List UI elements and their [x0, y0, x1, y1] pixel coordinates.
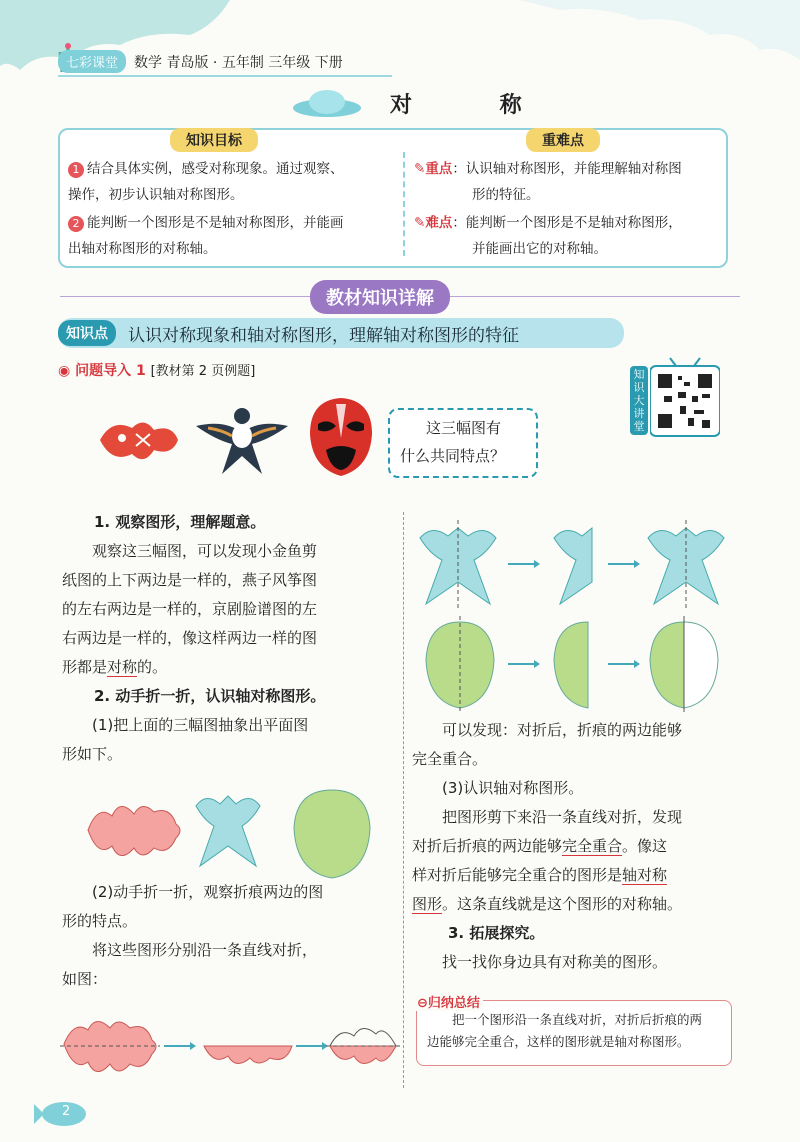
eye-icon: ◉: [58, 363, 71, 379]
goldfish-papercut-image: [92, 410, 184, 472]
r3-line-3: 样对折后能够完全重合的图形是轴对称: [412, 866, 668, 884]
step-2-heading: 2. 动手折一折，认识轴对称图形。: [94, 687, 326, 705]
header-tags: [58, 50, 343, 73]
summary-box: 把一个图形沿一条直线对折，对折后折痕的两 边能够完全重合，这样的图形就是轴对称图形。: [416, 1000, 732, 1066]
tab-key-difficult: 重难点: [526, 128, 600, 152]
question-bubble: 这三幅图有 什么共同特点？: [388, 408, 538, 478]
difficult-point-item: ✎难点：能判断一个图形是不是轴对称图形， 并能画出它的对称轴。: [414, 215, 682, 257]
page-title: 对 称: [390, 92, 562, 118]
knowledge-point-tag: 知识点: [58, 320, 116, 346]
page-number: 2: [62, 1104, 71, 1119]
goldfish-shape: [88, 806, 180, 855]
qr-code[interactable]: [630, 352, 720, 440]
goal-item-2: 2 能判断一个图形是不是轴对称图形，并能画 出轴对称图形的对称轴。: [68, 215, 344, 257]
intro-heading: ◉ 问题导入 1 [教材第 2 页例题]: [58, 363, 256, 379]
abstract-shapes: [84, 784, 384, 880]
summary-icon: ⊖: [417, 996, 428, 1011]
right-column: 可以发现：对折后，折痕的两边能够 完全重合。 (3)认识轴对称图形。 把图形剪下来沿一条直线对折，发现 对折后折痕的两边能够完全重合。像这 样对折后能够完全重合的图形是轴对称 图形。这条直线就是这个图形的对称轴。 3. 拓展探究。 找一找你身边具有对称美的图形。: [412, 716, 742, 977]
r3-line-4: 图形。这条直线就是这个图形的对称轴。: [412, 895, 683, 913]
qr-label: 知识大讲堂: [630, 366, 648, 435]
section-banner: 教材知识详解: [310, 280, 450, 314]
pen-icon: ✎: [414, 161, 426, 177]
brand-badge: 七彩课堂: [58, 50, 126, 73]
left-column-2: (2)动手折一折，观察折痕两边的图 形的特点。 将这些图形分别沿一条直线对折， 如图：: [62, 883, 324, 988]
goldfish-fold-sequence: [60, 1008, 400, 1088]
step-3-heading: 3. 拓展探究。: [448, 924, 545, 942]
column-divider: [403, 512, 404, 1088]
kite-fold-diagram: [412, 520, 732, 610]
summary-tag: ⊖归纳总结: [414, 992, 483, 1011]
fish-icon: [30, 1100, 88, 1128]
kite-shape: [196, 796, 260, 866]
r3-line-2: 对折后折痕的两边能够完全重合。像这: [412, 837, 668, 855]
peking-opera-mask-image: [306, 394, 376, 480]
qr-icon: [650, 352, 720, 440]
goal-item-1: 1 结合具体实例，感受对称现象。通过观察、 操作，初步认识轴对称图形。: [68, 161, 344, 203]
pen-icon: ✎: [414, 215, 426, 231]
head-shape: [294, 790, 370, 878]
knowledge-point-bar: [58, 318, 624, 348]
key-point-item: ✎重点：认识轴对称图形，并能理解轴对称图 形的特征。: [414, 161, 682, 203]
book-info: 数学 青岛版 · 五年制 三年级 下册: [134, 54, 343, 71]
head-fold-diagram: [412, 616, 732, 712]
step-1-heading: 1. 观察图形，理解题意。: [94, 513, 266, 531]
p1-last-line: 形都是对称的。: [62, 658, 168, 676]
left-column: 1. 观察图形，理解题意。 观察这三幅图，可以发现小金鱼剪 纸图的上下两边是一样的，燕子风筝图 的左右两边是一样的，京剧脸谱图的左 右两边是一样的，像这样两边一样的图 形都是对称的。 2. 动手折一折，认识轴对称图形。 (1)把上面的三幅图抽象出平面图 形如下。: [62, 508, 398, 769]
goals-divider: [403, 152, 405, 256]
swallow-kite-image: [192, 400, 292, 480]
goals-box: [58, 128, 728, 268]
knowledge-point-text: 认识对称现象和轴对称图形，理解轴对称图形的特征: [128, 325, 519, 346]
tab-knowledge-goals: 知识目标: [170, 128, 258, 152]
